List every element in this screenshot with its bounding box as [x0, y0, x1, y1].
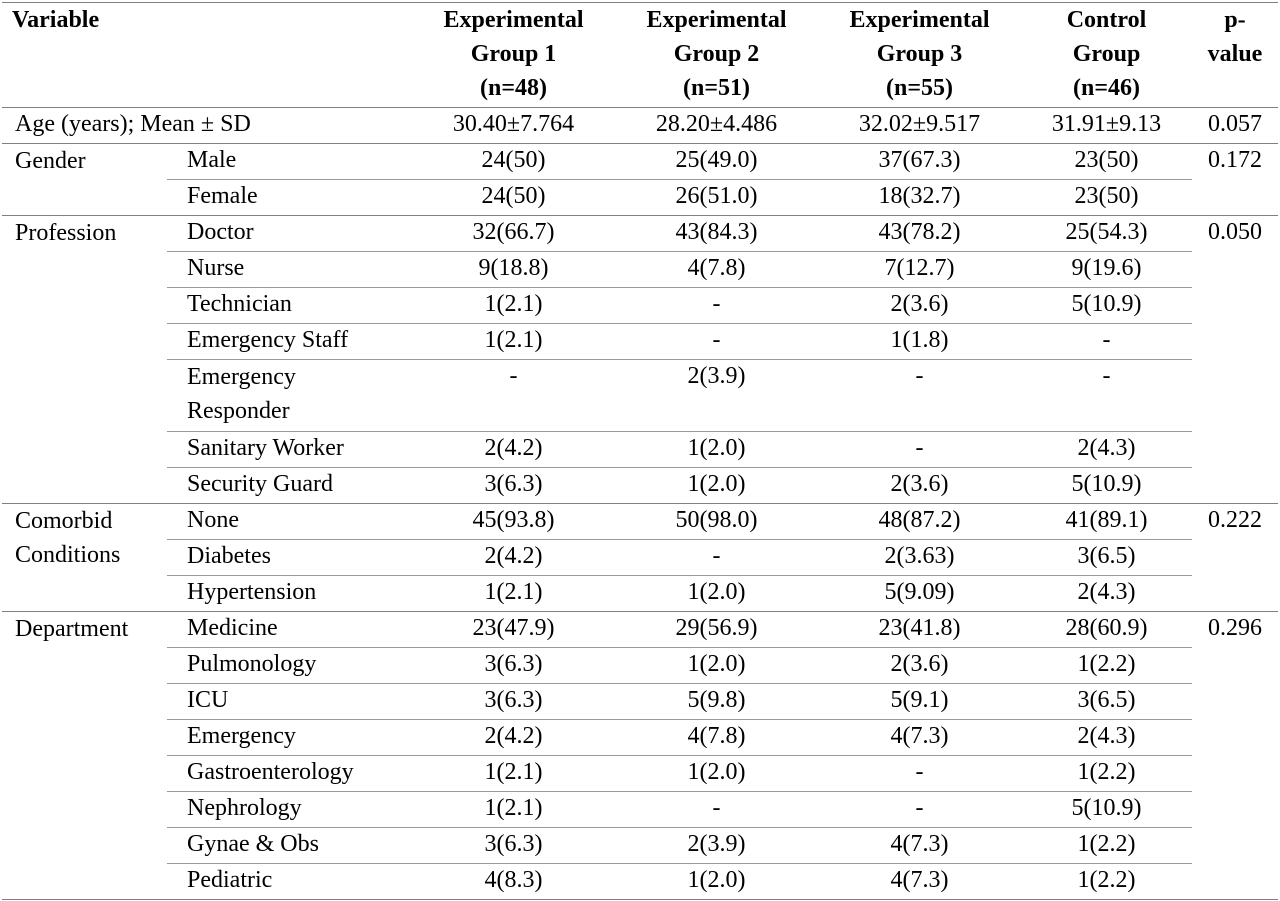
table-row [2, 792, 1278, 828]
table-cell: 25(54.3) [1021, 216, 1192, 252]
row-label: Nephrology [167, 792, 412, 828]
table-cell: 1(2.0) [615, 648, 818, 684]
table-cell: - [1021, 324, 1192, 360]
table-row [2, 540, 1278, 576]
table-cell: 2(4.2) [412, 432, 615, 468]
table-cell: 3(6.3) [412, 828, 615, 864]
table-row [2, 288, 1278, 324]
group-label [2, 144, 167, 216]
table-cell: 1(2.1) [412, 576, 615, 612]
table-cell: - [818, 756, 1021, 792]
row-label-line: Emergency [187, 364, 296, 390]
table-cell: 43(84.3) [615, 216, 818, 252]
table-row [2, 684, 1278, 720]
table-cell: - [1021, 360, 1192, 432]
table-cell: 24(50) [412, 144, 615, 180]
header-control-group: Control Group (n=46) [1021, 3, 1192, 108]
table-cell: 4(7.3) [818, 864, 1021, 900]
table-cell: 2(3.6) [818, 648, 1021, 684]
table-cell: 32.02±9.517 [818, 108, 1021, 144]
table-cell: 1(1.8) [818, 324, 1021, 360]
table-cell: 41(89.1) [1021, 504, 1192, 540]
table-cell: 3(6.5) [1021, 684, 1192, 720]
table-cell: 2(4.2) [412, 720, 615, 756]
table-cell: 7(12.7) [818, 252, 1021, 288]
table-cell: 37(67.3) [818, 144, 1021, 180]
group-label [2, 504, 167, 612]
table-row [2, 252, 1278, 288]
row-label: Doctor [167, 216, 412, 252]
table-row [2, 720, 1278, 756]
group-label [2, 216, 167, 504]
table-cell: 5(10.9) [1021, 468, 1192, 504]
row-label: Pulmonology [167, 648, 412, 684]
table-cell: 1(2.1) [412, 324, 615, 360]
table-cell: 23(47.9) [412, 612, 615, 648]
row-label: Pediatric [167, 864, 412, 900]
table-cell: 1(2.0) [615, 468, 818, 504]
row-label: Gastroenterology [167, 756, 412, 792]
table-cell: 2(4.2) [412, 540, 615, 576]
age-label: Age (years); Mean ± SD [2, 108, 412, 144]
demographics-table [2, 2, 1278, 900]
table-cell: 5(10.9) [1021, 288, 1192, 324]
table-cell: - [615, 324, 818, 360]
table-cell: - [818, 792, 1021, 828]
table-cell: 3(6.3) [412, 684, 615, 720]
table-cell: 2(3.9) [615, 828, 818, 864]
table-cell: 1(2.0) [615, 756, 818, 792]
table-cell: - [818, 432, 1021, 468]
table-cell: - [615, 540, 818, 576]
table-cell: 1(2.0) [615, 576, 818, 612]
table-cell: 26(51.0) [615, 180, 818, 216]
table-cell: 1(2.2) [1021, 648, 1192, 684]
group-label-line: Gender [15, 148, 86, 174]
table-cell: 24(50) [412, 180, 615, 216]
table-cell: 1(2.0) [615, 432, 818, 468]
table-cell: 3(6.3) [412, 648, 615, 684]
table-row [2, 576, 1278, 612]
table-cell: 4(7.3) [818, 828, 1021, 864]
table-row [2, 828, 1278, 864]
table-row [2, 180, 1278, 216]
table-cell: 2(4.3) [1021, 720, 1192, 756]
table-cell: 48(87.2) [818, 504, 1021, 540]
table-cell: 4(7.8) [615, 720, 818, 756]
row-label: Sanitary Worker [167, 432, 412, 468]
table-row [2, 864, 1278, 900]
table-cell: 1(2.1) [412, 756, 615, 792]
group-label-line: Profession [15, 220, 117, 246]
table-cell: - [818, 360, 1021, 432]
table-cell: 30.40±7.764 [412, 108, 615, 144]
table-row [2, 324, 1278, 360]
table-cell: 32(66.7) [412, 216, 615, 252]
table-cell: 18(32.7) [818, 180, 1021, 216]
table-cell: 50(98.0) [615, 504, 818, 540]
table-row [2, 432, 1278, 468]
table-cell: 4(8.3) [412, 864, 615, 900]
p-value-cell: 0.172 [1192, 144, 1278, 216]
table-row [2, 756, 1278, 792]
row-label: Female [167, 180, 412, 216]
table-row [2, 468, 1278, 504]
row-label: ICU [167, 684, 412, 720]
table-row [2, 144, 1278, 180]
p-value-cell: 0.050 [1192, 216, 1278, 504]
row-label: Hypertension [167, 576, 412, 612]
row-label: Medicine [167, 612, 412, 648]
table-row [2, 504, 1278, 540]
group-label-line: Comorbid [15, 508, 113, 534]
table-cell: 1(2.2) [1021, 864, 1192, 900]
table-cell: 1(2.1) [412, 288, 615, 324]
table-cell: 2(4.3) [1021, 576, 1192, 612]
table-cell: 1(2.2) [1021, 756, 1192, 792]
table-row [2, 216, 1278, 252]
row-label: Diabetes [167, 540, 412, 576]
p-value-cell: 0.222 [1192, 504, 1278, 612]
table-cell: - [615, 288, 818, 324]
table-cell: 2(3.6) [818, 288, 1021, 324]
table-cell: 31.91±9.13 [1021, 108, 1192, 144]
table-cell: 28(60.9) [1021, 612, 1192, 648]
header-row [2, 3, 1278, 108]
row-label: Gynae & Obs [167, 828, 412, 864]
table-cell: 45(93.8) [412, 504, 615, 540]
table-row [2, 360, 1278, 432]
group-label-line: Department [15, 616, 129, 642]
row-label: None [167, 504, 412, 540]
table-cell: 23(41.8) [818, 612, 1021, 648]
table-row [2, 648, 1278, 684]
table-cell: 9(18.8) [412, 252, 615, 288]
table-cell: 9(19.6) [1021, 252, 1192, 288]
table-cell: 3(6.3) [412, 468, 615, 504]
table-body [2, 108, 1278, 900]
table-row [2, 612, 1278, 648]
header-exp-group-3: Experimental Group 3 (n=55) [818, 3, 1021, 108]
table-cell: 1(2.2) [1021, 828, 1192, 864]
table-cell: 23(50) [1021, 180, 1192, 216]
header-exp-group-2: Experimental Group 2 (n=51) [615, 3, 818, 108]
table-cell: 1(2.1) [412, 792, 615, 828]
row-label: Emergency Staff [167, 324, 412, 360]
header-p-value: p- value [1192, 3, 1278, 108]
age-row [2, 108, 1278, 144]
table-cell: 5(9.1) [818, 684, 1021, 720]
group-label [2, 612, 167, 900]
table-cell: 29(56.9) [615, 612, 818, 648]
header-variable: Variable [2, 3, 412, 108]
table-cell: 4(7.8) [615, 252, 818, 288]
table-cell: 5(9.09) [818, 576, 1021, 612]
table-cell: 5(9.8) [615, 684, 818, 720]
header-exp-group-1: Experimental Group 1 (n=48) [412, 3, 615, 108]
row-label: Nurse [167, 252, 412, 288]
table-cell: 2(3.6) [818, 468, 1021, 504]
table-cell: - [615, 792, 818, 828]
row-label: Male [167, 144, 412, 180]
table-cell: - [412, 360, 615, 432]
row-label [167, 360, 412, 432]
group-label-line: Conditions [15, 542, 121, 568]
table-cell: 5(10.9) [1021, 792, 1192, 828]
table-cell: 23(50) [1021, 144, 1192, 180]
table-cell: 25(49.0) [615, 144, 818, 180]
table-cell: 4(7.3) [818, 720, 1021, 756]
table-cell: 28.20±4.486 [615, 108, 818, 144]
row-label: Security Guard [167, 468, 412, 504]
table-cell: 3(6.5) [1021, 540, 1192, 576]
table-cell: 2(3.63) [818, 540, 1021, 576]
row-label-line: Responder [187, 398, 290, 424]
table-cell: 43(78.2) [818, 216, 1021, 252]
row-label: Emergency [167, 720, 412, 756]
p-value-cell: 0.057 [1192, 108, 1278, 144]
table-cell: 1(2.0) [615, 864, 818, 900]
table-cell: 2(4.3) [1021, 432, 1192, 468]
row-label: Technician [167, 288, 412, 324]
p-value-cell: 0.296 [1192, 612, 1278, 900]
table-cell: 2(3.9) [615, 360, 818, 432]
